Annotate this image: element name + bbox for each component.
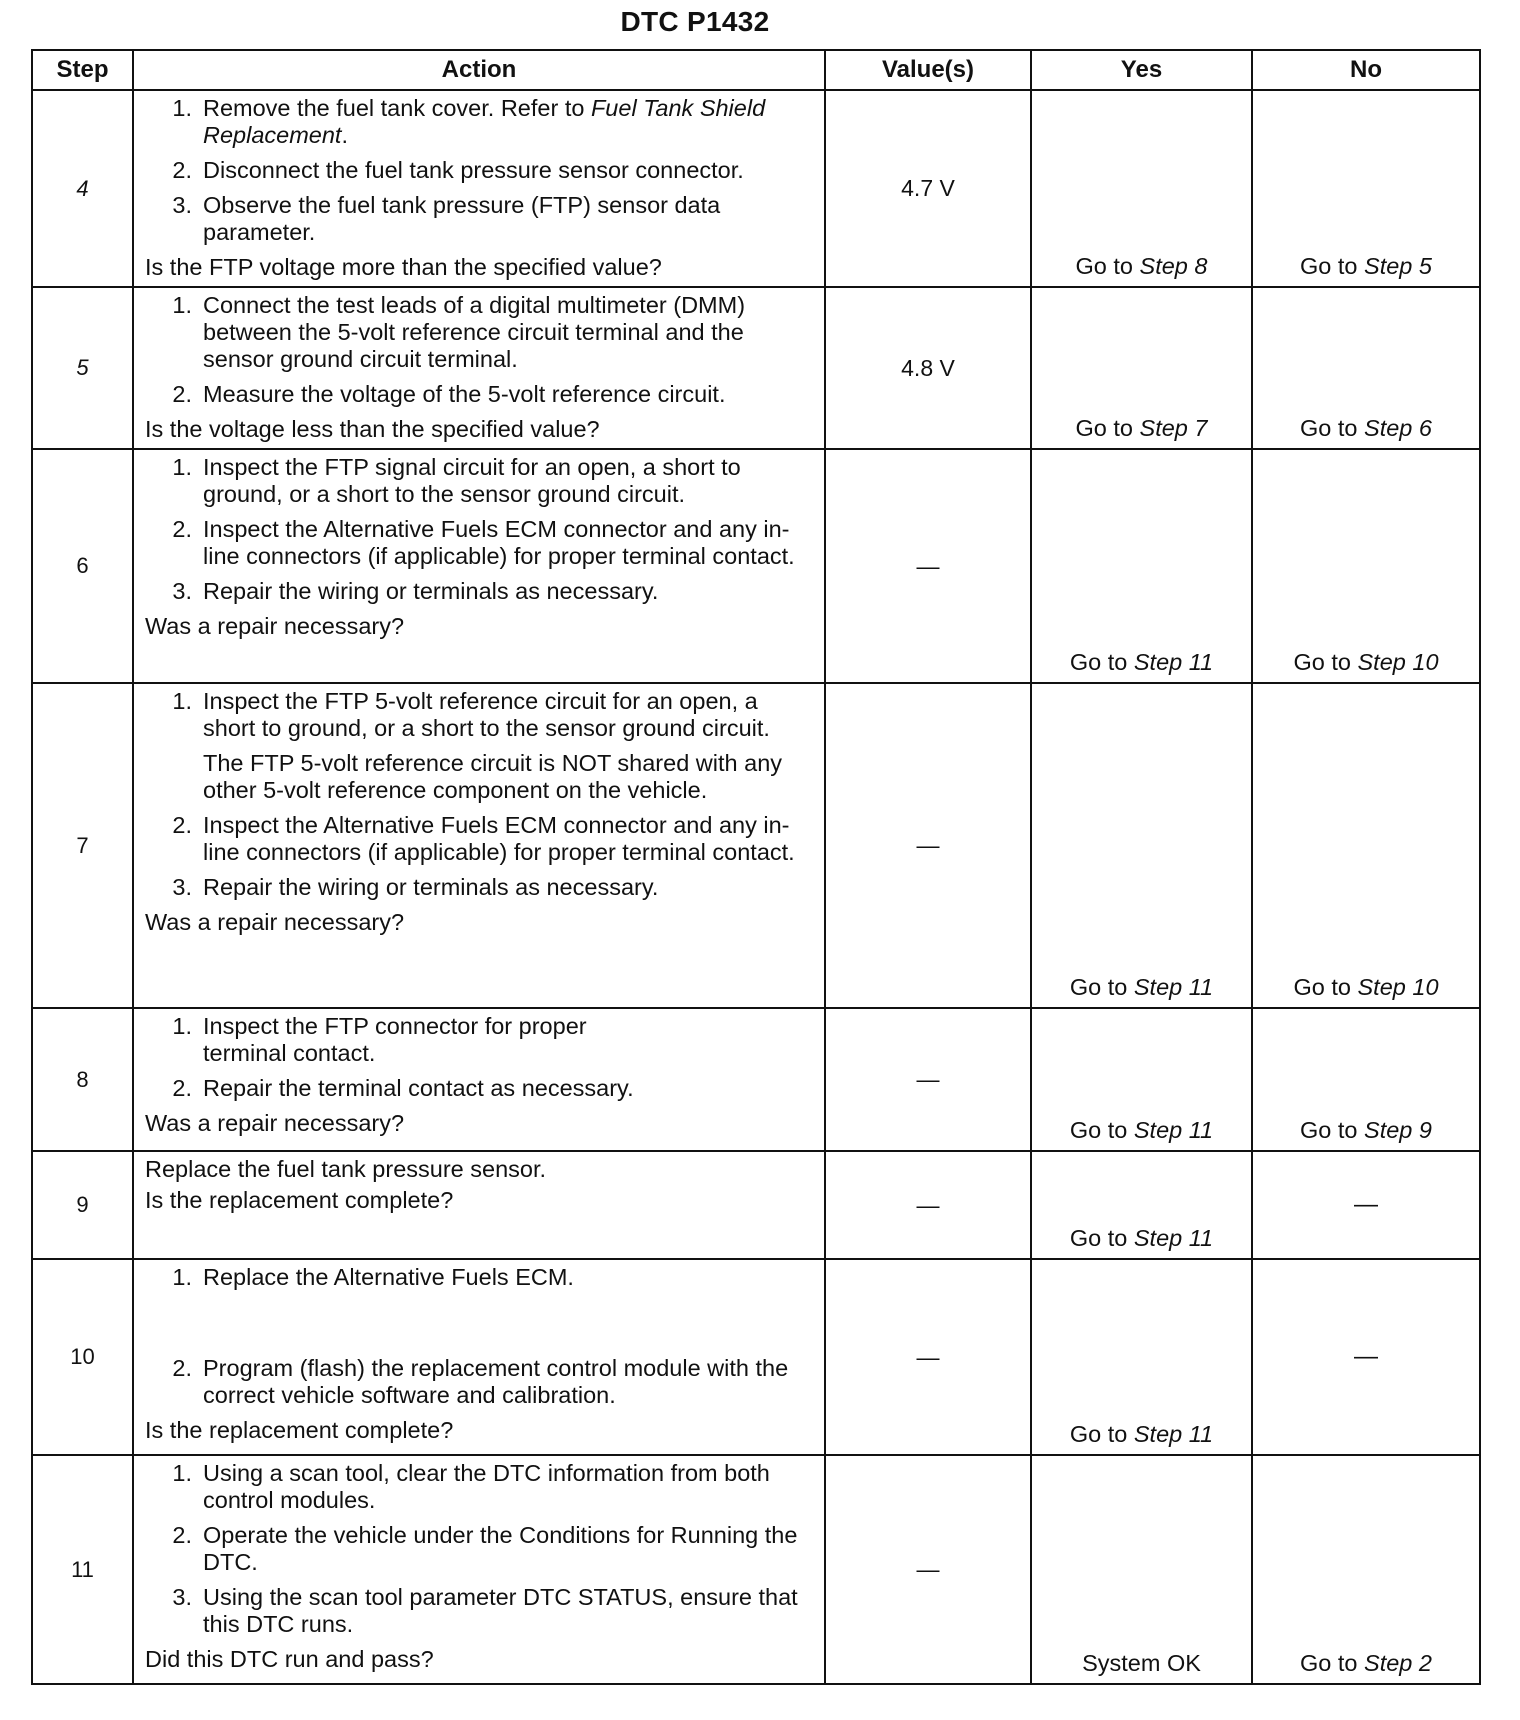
table-row (32, 683, 1480, 1008)
table-row (32, 1455, 1480, 1684)
question-text: Was a repair necessary? (145, 613, 405, 639)
question-text: Did this DTC run and pass? (145, 1646, 434, 1672)
value-cell: 4.7 V (825, 90, 1031, 287)
question-text: Is the voltage less than the specified value? (145, 416, 600, 442)
question-text: Is the FTP voltage more than the specified value? (145, 254, 662, 280)
header-step: Step (32, 50, 133, 90)
yes-step-link[interactable]: Step 11 (1133, 1225, 1214, 1251)
yes-step-link[interactable]: Step 11 (1133, 1117, 1214, 1143)
no-cell: — (1252, 1259, 1480, 1455)
no-cell: Go to Step 5 (1252, 90, 1480, 287)
action-item: 1. Connect the test leads of a digital multimeter (DMM) between the 5-volt reference circuit terminal and the sensor ground circuit terminal. (172, 292, 746, 372)
step-number: 9 (32, 1151, 133, 1259)
value-cell: — (825, 449, 1031, 683)
no-cell: Go to Step 2 (1252, 1455, 1480, 1684)
table-row (32, 1151, 1480, 1259)
yes-cell: Go to Step 11 (1031, 1259, 1252, 1455)
value-cell: — (825, 1259, 1031, 1455)
action-item: 2. Operate the vehicle under the Conditions for Running the DTC. (172, 1522, 798, 1575)
value-cell: — (825, 1151, 1031, 1259)
table-row (32, 90, 1480, 287)
action-text: Replace the fuel tank pressure sensor. (145, 1156, 547, 1182)
action-item: 2. Repair the terminal contact as necessary. (172, 1075, 634, 1101)
no-cell: Go to Step 9 (1252, 1008, 1480, 1151)
yes-step-link[interactable]: Step 11 (1133, 974, 1214, 1000)
no-step-link[interactable]: Step 10 (1357, 649, 1439, 675)
action-item: 2. Measure the voltage of the 5-volt reference circuit. (172, 381, 726, 407)
action-cell (133, 683, 825, 1008)
action-item: 1. Replace the Alternative Fuels ECM. (172, 1264, 574, 1290)
table-row (32, 287, 1480, 449)
action-item: 3. Observe the fuel tank pressure (FTP) sensor data parameter. (172, 192, 721, 245)
header-no: No (1252, 50, 1480, 90)
action-note: The FTP 5-volt reference circuit is NOT shared with any other 5-volt reference component on the vehicle. (203, 750, 783, 803)
table-row (32, 449, 1480, 683)
action-cell (133, 1455, 825, 1684)
no-step-link[interactable]: Step 2 (1364, 1650, 1432, 1676)
no-cell: — (1252, 1151, 1480, 1259)
value-cell: — (825, 683, 1031, 1008)
action-item: 3. Repair the wiring or terminals as necessary. (172, 578, 659, 604)
table-row (32, 1008, 1480, 1151)
action-item: 2. Inspect the Alternative Fuels ECM connector and any in-line connectors (if applicable) for proper terminal contact. (172, 812, 795, 865)
table-header-row (32, 50, 1480, 90)
yes-step-link[interactable]: Step 11 (1133, 649, 1214, 675)
action-cell (133, 1151, 825, 1259)
reference-link[interactable]: Fuel Tank Shield Replacement (203, 95, 766, 148)
action-item: 2. Inspect the Alternative Fuels ECM connector and any in-line connectors (if applicable) for proper terminal contact. (172, 516, 795, 569)
action-cell (133, 90, 825, 287)
yes-cell: Go to Step 7 (1031, 287, 1252, 449)
header-yes: Yes (1031, 50, 1252, 90)
no-step-link[interactable]: Step 10 (1357, 974, 1439, 1000)
question-text: Is the replacement complete? (145, 1417, 454, 1443)
yes-cell: Go to Step 8 (1031, 90, 1252, 287)
question-text: Was a repair necessary? (145, 909, 405, 935)
yes-cell: Go to Step 11 (1031, 1151, 1252, 1259)
action-item: 3. Repair the wiring or terminals as necessary. (172, 874, 659, 900)
no-step-link[interactable]: Step 6 (1364, 415, 1432, 441)
no-cell: Go to Step 6 (1252, 287, 1480, 449)
header-values: Value(s) (825, 50, 1031, 90)
action-item: 1. Inspect the FTP signal circuit for an open, a short to ground, or a short to the sensor ground circuit. (172, 454, 741, 507)
action-cell (133, 1008, 825, 1151)
yes-step-link[interactable]: Step 7 (1139, 415, 1208, 441)
action-item: 1. Remove the fuel tank cover. Refer to Fuel Tank Shield Replacement. (172, 95, 766, 148)
step-number: 6 (32, 449, 133, 683)
yes-cell: System OK (1031, 1455, 1252, 1684)
no-cell: Go to Step 10 (1252, 449, 1480, 683)
action-item: 2. Disconnect the fuel tank pressure sensor connector. (172, 157, 744, 183)
action-item: 1. Using a scan tool, clear the DTC information from both control modules. (172, 1460, 770, 1513)
step-number: 5 (32, 287, 133, 449)
value-cell: 4.8 V (825, 287, 1031, 449)
no-step-link[interactable]: Step 9 (1364, 1117, 1432, 1143)
value-cell: — (825, 1008, 1031, 1151)
step-number: 7 (32, 683, 133, 1008)
action-item: 2. Program (flash) the replacement control module with the correct vehicle software and calibration. (172, 1355, 789, 1408)
action-item: 1. Inspect the FTP connector for proper terminal contact. (172, 1013, 587, 1066)
question-text: Is the replacement complete? (145, 1187, 454, 1213)
step-number: 10 (32, 1259, 133, 1455)
action-cell (133, 287, 825, 449)
action-item: 1. Inspect the FTP 5-volt reference circuit for an open, a short to ground, or a short to the sensor ground circuit. (172, 688, 770, 741)
no-cell: Go to Step 10 (1252, 683, 1480, 1008)
step-number: 8 (32, 1008, 133, 1151)
no-step-link[interactable]: Step 5 (1364, 253, 1432, 279)
yes-step-link[interactable]: Step 11 (1133, 1421, 1214, 1447)
yes-cell: Go to Step 11 (1031, 683, 1252, 1008)
step-number: 4 (32, 90, 133, 287)
value-cell: — (825, 1455, 1031, 1684)
diagnostic-table (31, 49, 1481, 1685)
yes-step-link[interactable]: Step 8 (1139, 253, 1208, 279)
action-item: 3. Using the scan tool parameter DTC STATUS, ensure that this DTC runs. (172, 1584, 798, 1637)
action-cell (133, 1259, 825, 1455)
yes-cell: Go to Step 11 (1031, 449, 1252, 683)
question-text: Was a repair necessary? (145, 1110, 405, 1136)
page-title: DTC P1432 (620, 6, 770, 37)
step-number: 11 (32, 1455, 133, 1684)
action-cell (133, 449, 825, 683)
header-action: Action (133, 50, 825, 90)
table-row (32, 1259, 1480, 1455)
yes-cell: Go to Step 11 (1031, 1008, 1252, 1151)
